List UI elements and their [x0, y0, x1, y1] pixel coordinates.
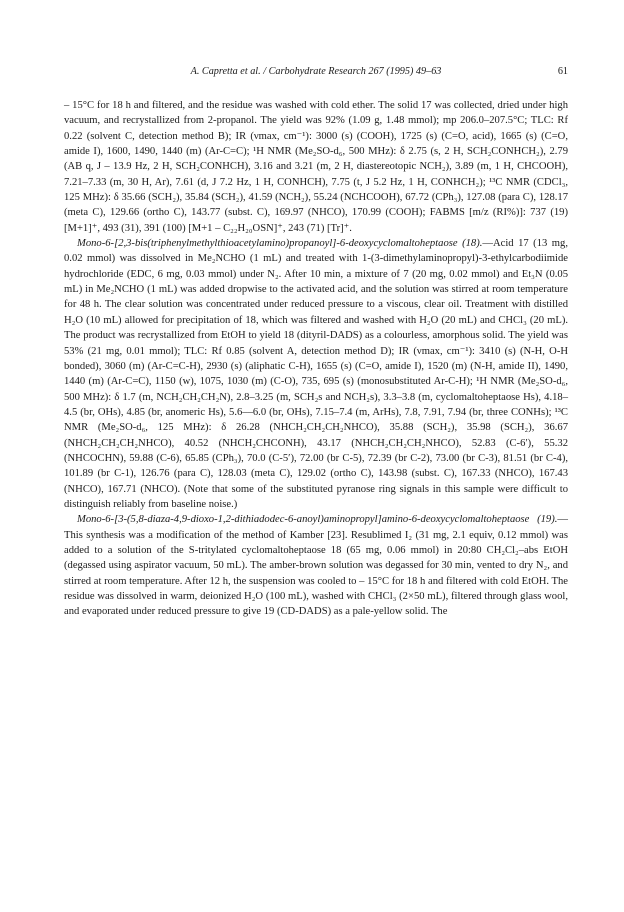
paragraph-text: —This synthesis was a modification of the method of Kamber [23]. Resublimed I₂ (31 mg, 2.1 equiv, 0.12 mmol) was added to a solution of the S-tritylated cyclomaltoheptaose 18 (65 mg, 0.06 mmol) in 20:80 CH₂Cl₂–abs EtOH (degassed using aspirator vacuum, 50 mL). The amber-brown solution was degassed for 30 min, vented to dry N₂, and stirred at room temperature. After 12 h, the suspension was cooled to – 15°C for 18 h and filtered with cold EtOH. The residue was dissolved in warm, deionized H₂O (100 mL), washed with CHCl₃ (2×50 mL), filtered through glass wool, and evaporated under reduced pressure to give 19 (CD-DADS) as a pale-yellow solid. The: [64, 514, 568, 618]
paragraph-compound-19: [64, 512, 568, 619]
paragraph-text: —Acid 17 (13 mg, 0.02 mmol) was dissolved in Me₂NCHO (1 mL) and treated with 1-(3-dimethylaminopropyl)-3-ethylcarbodiimide hydrochloride (EDC, 6 mg, 0.03 mmol) under N₂. After 10 min, a mixture of 7 (20 mg, 0.02 mmol) and Et₃N (0.05 mL) in Me₂NCHO (1 mL) was added dropwise to the activated acid, and the solution was stirred at room temperature for 48 h. The clear solution was concentrated under reduced pressure to a viscous, clear oil. Treatment with distilled H₂O (10 mL) allowed for precipitation of 18, which was filtered and washed with H₂O (20 mL) and CHCl₃ (20 mL). The product was recrystallized from EtOH to yield 18 (dityril-DADS) as a colourless, amorphous solid. The yield was 53% (21 mg, 0.01 mmol); TLC: Rf 0.85 (solvent A, detection method D); IR (νmax, cm⁻¹): 3410 (s) (N-H, O-H bonded), 3060 (m) (Ar-C=C-H), 2930 (s) (aliphatic C-H), 1655 (s) (C=O, amide I), 1520 (m) (N-H, amide II), 1490, 1440 (m) (Ar-C=C), 1150 (w), 1075, 1030 (m) (C-O), 735, 695 (s) (monosubstituted Ar-C-H); ¹H NMR (Me₂SO-d₆, 500 MHz): δ 1.7 (m, NCH₂CH₂CH₂N), 2.8–3.25 (m, SCH₂s and NCH₂s), 3.3–3.8 (m, cyclomaltoheptaose Hs), 4.18–4.5 (br, OHs), 4.85 (br, anomeric Hs), 5.6––6.0 (br, OHs), 7.15–7.4 (m, ArHs), 7.8, 7.91, 7.94 (br, three CONHs); ¹³C NMR (Me₂SO-d₆, 125 MHz): δ 26.28 (NHCH₂CH₂CH₂NHCO), 35.88 (SCH₂), 35.98 (SCH₂), 36.67 (NHCH₂CH₂CH₂NHCO), 40.52 (NHCH₂CHCONH), 43.17 (NHCH₂CH₂CH₂NHCO), 52.83 (C-6′), 55.32 (NHCOCHN), 59.88 (C-6), 65.85 (CPh₃), 70.0 (C-5′), 72.00 (br C-5), 72.39 (br C-2), 73.00 (br C-3), 81.51 (br C-4), 101.89 (br C-1), 126.76 (para C), 128.03 (meta C), 129.02 (ortho C), 143.98 (subst. C), 167.33 (NHCO), 167.43 (NHCO), 167.71 (NHCO). (Note that some of the substituted pyranose ring signals in this sample were difficult to distinguish reliably from baseline noise.): [64, 238, 568, 510]
compound-19-heading: Mono-6-[3-(5,8-diaza-4,9-dioxo-1,2-dithiadodec-6-anoyl)aminopropyl]amino-6-deoxycyclomaltoheptaose (19).: [77, 514, 558, 526]
compound-18-heading: Mono-6-[2,3-bis(triphenylmethylthioacetylamino)propanoyl]-6-deoxycyclomaltoheptaose (18).: [77, 238, 483, 250]
article-body: [64, 98, 568, 620]
page-number: 61: [557, 66, 568, 77]
running-title: A. Capretta et al. / Carbohydrate Research 267 (1995) 49–63: [190, 66, 442, 77]
paragraph-compound-18: [64, 236, 568, 512]
running-header: [64, 64, 568, 80]
paragraph-compound-17-continuation: [64, 98, 568, 236]
paragraph-text: – 15°C for 18 h and filtered, and the residue was washed with cold ether. The solid 17 was collected, dried under high vacuum, and recrystallized from 2-propanol. The yield was 92% (1.09 g, 1.48 mmol); mp 206.0–207.5°C; TLC: Rf 0.22 (solvent C, detection method B); IR (νmax, cm⁻¹): 3000 (s) (COOH), 1725 (s) (C=O, acid), 1665 (s) (C=O, amide I), 1600, 1490, 1440 (m) (Ar-C=C); ¹H NMR (Me₂SO-d₆, 500 MHz): δ 2.75 (s, 2 H, SCH₂CONHCH₂), 2.79 (AB q, J – 13.9 Hz, 2 H, SCH₂CONHCH), 3.16 and 3.21 (m, 2 H, diastereotopic NCH₂), 3.89 (m, 1 H, CHCOOH), 7.21–7.33 (m, 30 H, Ar), 7.61 (d, J 7.2 Hz, 1 H, CONHCH), 7.75 (t, J 5.2 Hz, 1 H, CONHCH₂); ¹³C NMR (CDCl₃, 125 MHz): δ 35.66 (SCH₂), 35.84 (SCH₂), 41.59 (NCH₂), 55.24 (NCHCOOH), 67.72 (CPh₃), 127.08 (para C), 128.17 (meta C), 129.66 (ortho C), 143.77 (subst. C), 169.97 (NHCO), 170.99 (COOH); FABMS [m/z (RI%)]: 737 (19) [M+1]⁺, 493 (31), 391 (100) [M+1 – C₂₂H₂₀OSN]⁺, 243 (71) [Tr]⁺.: [64, 100, 568, 234]
